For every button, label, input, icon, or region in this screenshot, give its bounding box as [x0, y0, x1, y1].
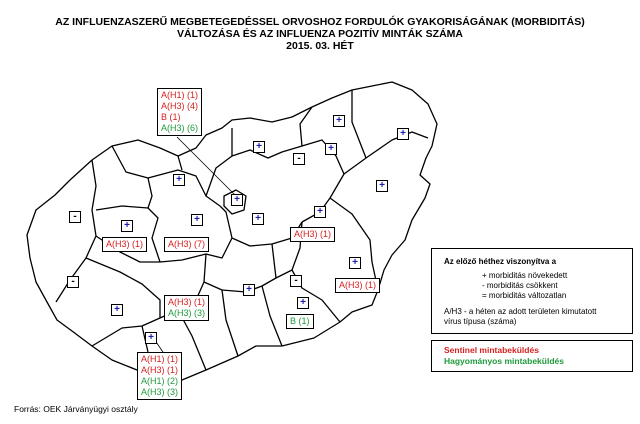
label-line: B (1): [161, 112, 181, 122]
legend-note-line1: A/H3 - a héten az adott területen kimutatott: [444, 307, 597, 316]
label-line: A(H1) (2): [141, 376, 179, 386]
county-line: [222, 290, 238, 356]
label-west2: A(H3) (7): [164, 237, 209, 252]
label-east2: A(H3) (1): [335, 278, 380, 293]
label-line: A(H3) (6): [161, 123, 199, 133]
county-line: [206, 128, 232, 196]
marker-plus: +: [111, 304, 123, 316]
marker-plus: +: [314, 206, 326, 218]
marker-plus: +: [173, 174, 185, 186]
county-line: [330, 198, 378, 290]
legend-minus: - morbiditás csökkent: [482, 281, 558, 290]
legend-note-line2: vírus típusa (száma): [444, 317, 517, 326]
legend-sampling-box: [431, 340, 633, 372]
marker-plus: +: [191, 214, 203, 226]
county-line: [112, 146, 152, 208]
label-line: A(H3) (4): [161, 101, 199, 111]
label-east1: A(H3) (1): [290, 227, 335, 242]
map-title-line1: AZ INFLUENZASZERŰ MEGBETEGEDÉSSEL ORVOSHOZ FORDULÓK GYAKORISÁGÁNAK (MORBIDITÁS): [55, 16, 585, 28]
map-title-line2: VÁLTOZÁSA ÉS AZ INFLUENZA POZITÍV MINTÁK SZÁMA: [176, 28, 464, 40]
county-line: [352, 90, 366, 158]
marker-plus: +: [231, 194, 243, 206]
county-line: [86, 258, 160, 318]
marker-plus: +: [325, 143, 337, 155]
legend-box: [431, 248, 633, 334]
marker-minus: -: [67, 276, 79, 288]
label-line: A(H1) (1): [161, 90, 199, 100]
marker-plus: +: [349, 257, 361, 269]
marker-plus: +: [333, 115, 345, 127]
label-line: A(H3) (3): [168, 308, 206, 318]
marker-plus: +: [397, 128, 409, 140]
marker-plus: +: [297, 297, 309, 309]
county-line: [178, 156, 182, 170]
label-line: A(H1) (1): [141, 354, 179, 364]
marker-plus: +: [376, 180, 388, 192]
marker-plus: +: [252, 213, 264, 225]
county-line: [96, 206, 160, 262]
legend-heading: Az előző héthez viszonyítva a: [444, 257, 557, 266]
legend-sentinel: Sentinel mintabeküldés: [444, 345, 539, 355]
source-note: Forrás: OEK Járványügyi osztály: [14, 404, 138, 414]
leader-line: [177, 137, 236, 196]
label-south-east: B (1): [286, 314, 314, 329]
legend-equal: = morbiditás változatlan: [482, 291, 567, 300]
marker-minus: -: [293, 153, 305, 165]
map-title-line3: 2015. 03. HÉT: [286, 40, 354, 52]
label-line: A(H3) (1): [168, 297, 206, 307]
label-south: [137, 352, 182, 400]
legend-traditional: Hagyományos mintabeküldés: [444, 356, 564, 366]
marker-plus: +: [243, 284, 255, 296]
marker-plus: +: [145, 332, 157, 344]
legend-plus: + morbiditás növekedett: [482, 271, 568, 280]
county-line: [262, 286, 282, 346]
county-line: [300, 107, 312, 146]
county-line: [272, 244, 276, 278]
label-west1: A(H3) (1): [102, 237, 147, 252]
label-line: A(H3) (3): [141, 387, 179, 397]
label-line: A(H3) (1): [141, 365, 179, 375]
county-line: [344, 132, 428, 174]
marker-minus: -: [69, 211, 81, 223]
marker-minus: -: [290, 275, 302, 287]
label-north: [157, 88, 202, 136]
marker-plus: +: [121, 220, 133, 232]
label-center: [164, 295, 209, 321]
marker-plus: +: [253, 141, 265, 153]
